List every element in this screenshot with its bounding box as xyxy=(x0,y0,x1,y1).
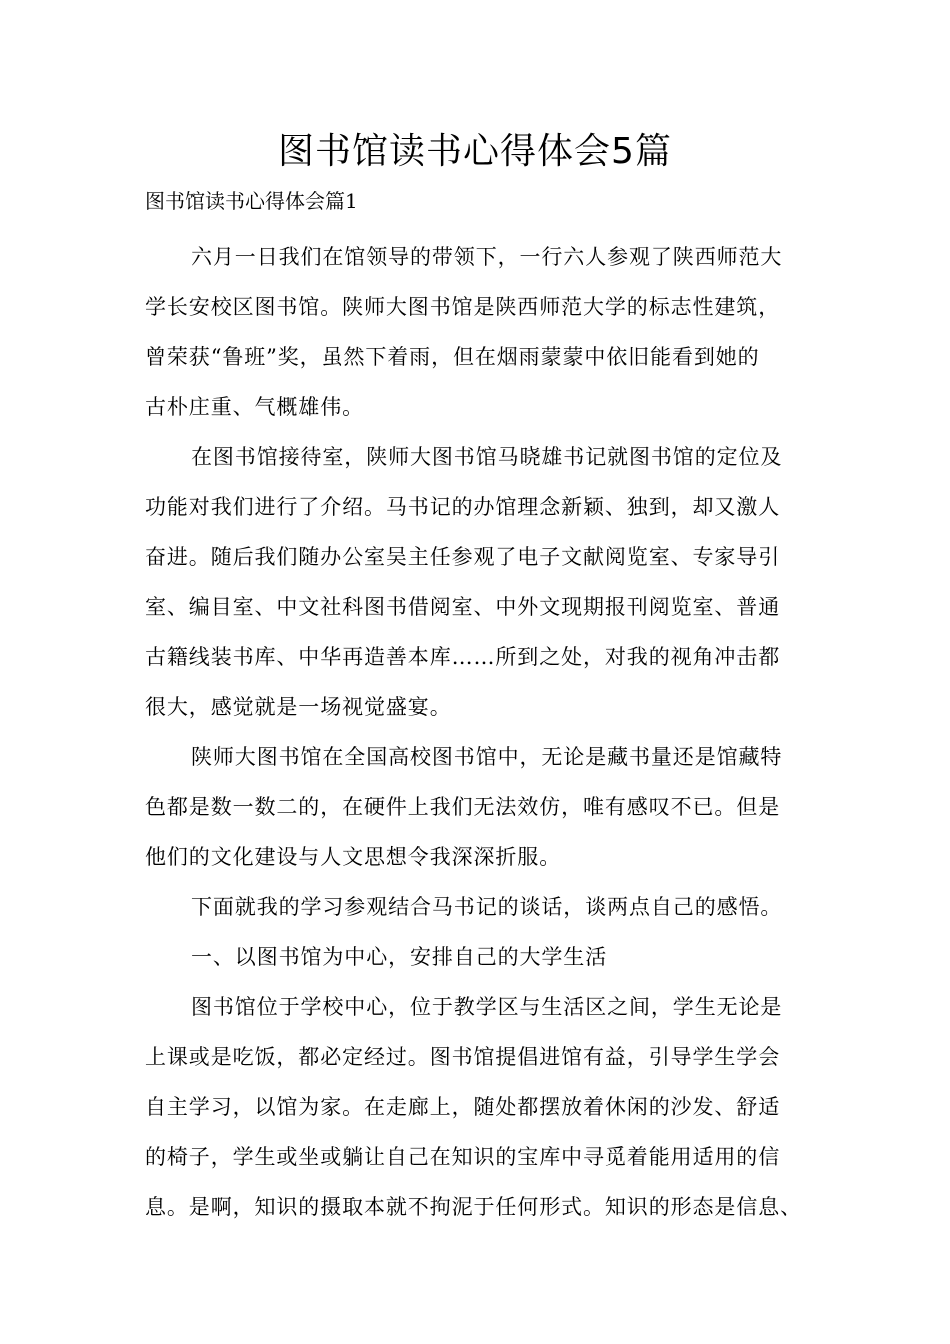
text-line: 学长安校区图书馆。陕师大图书馆是陕西师范大学的标志性建筑， xyxy=(145,295,781,319)
document-body xyxy=(145,232,813,1232)
text-line: 古朴庄重、气概雄伟。 xyxy=(145,395,364,419)
text-line: 图书馆位于学校中心，位于教学区与生活区之间，学生无论是 xyxy=(191,995,783,1019)
section-heading: 图书馆读书心得体会篇1 xyxy=(145,189,358,213)
text-line: 六月一日我们在馆领导的带领下，一行六人参观了陕西师范大 xyxy=(191,245,783,269)
text-line: 在图书馆接待室，陕师大图书馆马晓雄书记就图书馆的定位及 xyxy=(191,445,783,469)
text-line: 色都是数一数二的，在硬件上我们无法效仿，唯有感叹不已。但是 xyxy=(145,795,781,819)
document-title: 图书馆读书心得体会5篇 xyxy=(278,131,672,172)
text-line: 他们的文化建设与人文思想令我深深折服。 xyxy=(145,845,562,869)
text-line: 奋进。随后我们随办公室吴主任参观了电子文献阅览室、专家导引 xyxy=(145,545,781,569)
text-line: 陕师大图书馆在全国高校图书馆中，无论是藏书量还是馆藏特 xyxy=(191,745,783,769)
text-line: 下面就我的学习参观结合马书记的谈话，谈两点自己的感悟。 xyxy=(191,895,783,919)
text-line: 的椅子，学生或坐或躺让自己在知识的宝库中寻觅着能用适用的信 xyxy=(145,1145,781,1169)
text-line: 上课或是吃饭，都必定经过。图书馆提倡进馆有益，引导学生学会 xyxy=(145,1045,781,1069)
text-line: 息。是啊，知识的摄取本就不拘泥于任何形式。知识的形态是信息、 xyxy=(145,1195,802,1219)
subheading-line: 一、以图书馆为中心，安排自己的大学生活 xyxy=(191,945,608,969)
text-line: 曾荣获“鲁班”奖，虽然下着雨，但在烟雨蒙蒙中依旧能看到她的 xyxy=(145,345,760,369)
text-line: 很大，感觉就是一场视觉盛宴。 xyxy=(145,695,452,719)
text-line: 室、编目室、中文社科图书借阅室、中外文现期报刊阅览室、普通 xyxy=(145,595,781,619)
text-line: 自主学习，以馆为家。在走廊上，随处都摆放着休闲的沙发、舒适 xyxy=(145,1095,781,1119)
text-line: 古籍线装书库、中华再造善本库……所到之处，对我的视角冲击都 xyxy=(145,645,781,669)
text-line: 功能对我们进行了介绍。马书记的办馆理念新颖、独到，却又激人 xyxy=(145,495,781,519)
